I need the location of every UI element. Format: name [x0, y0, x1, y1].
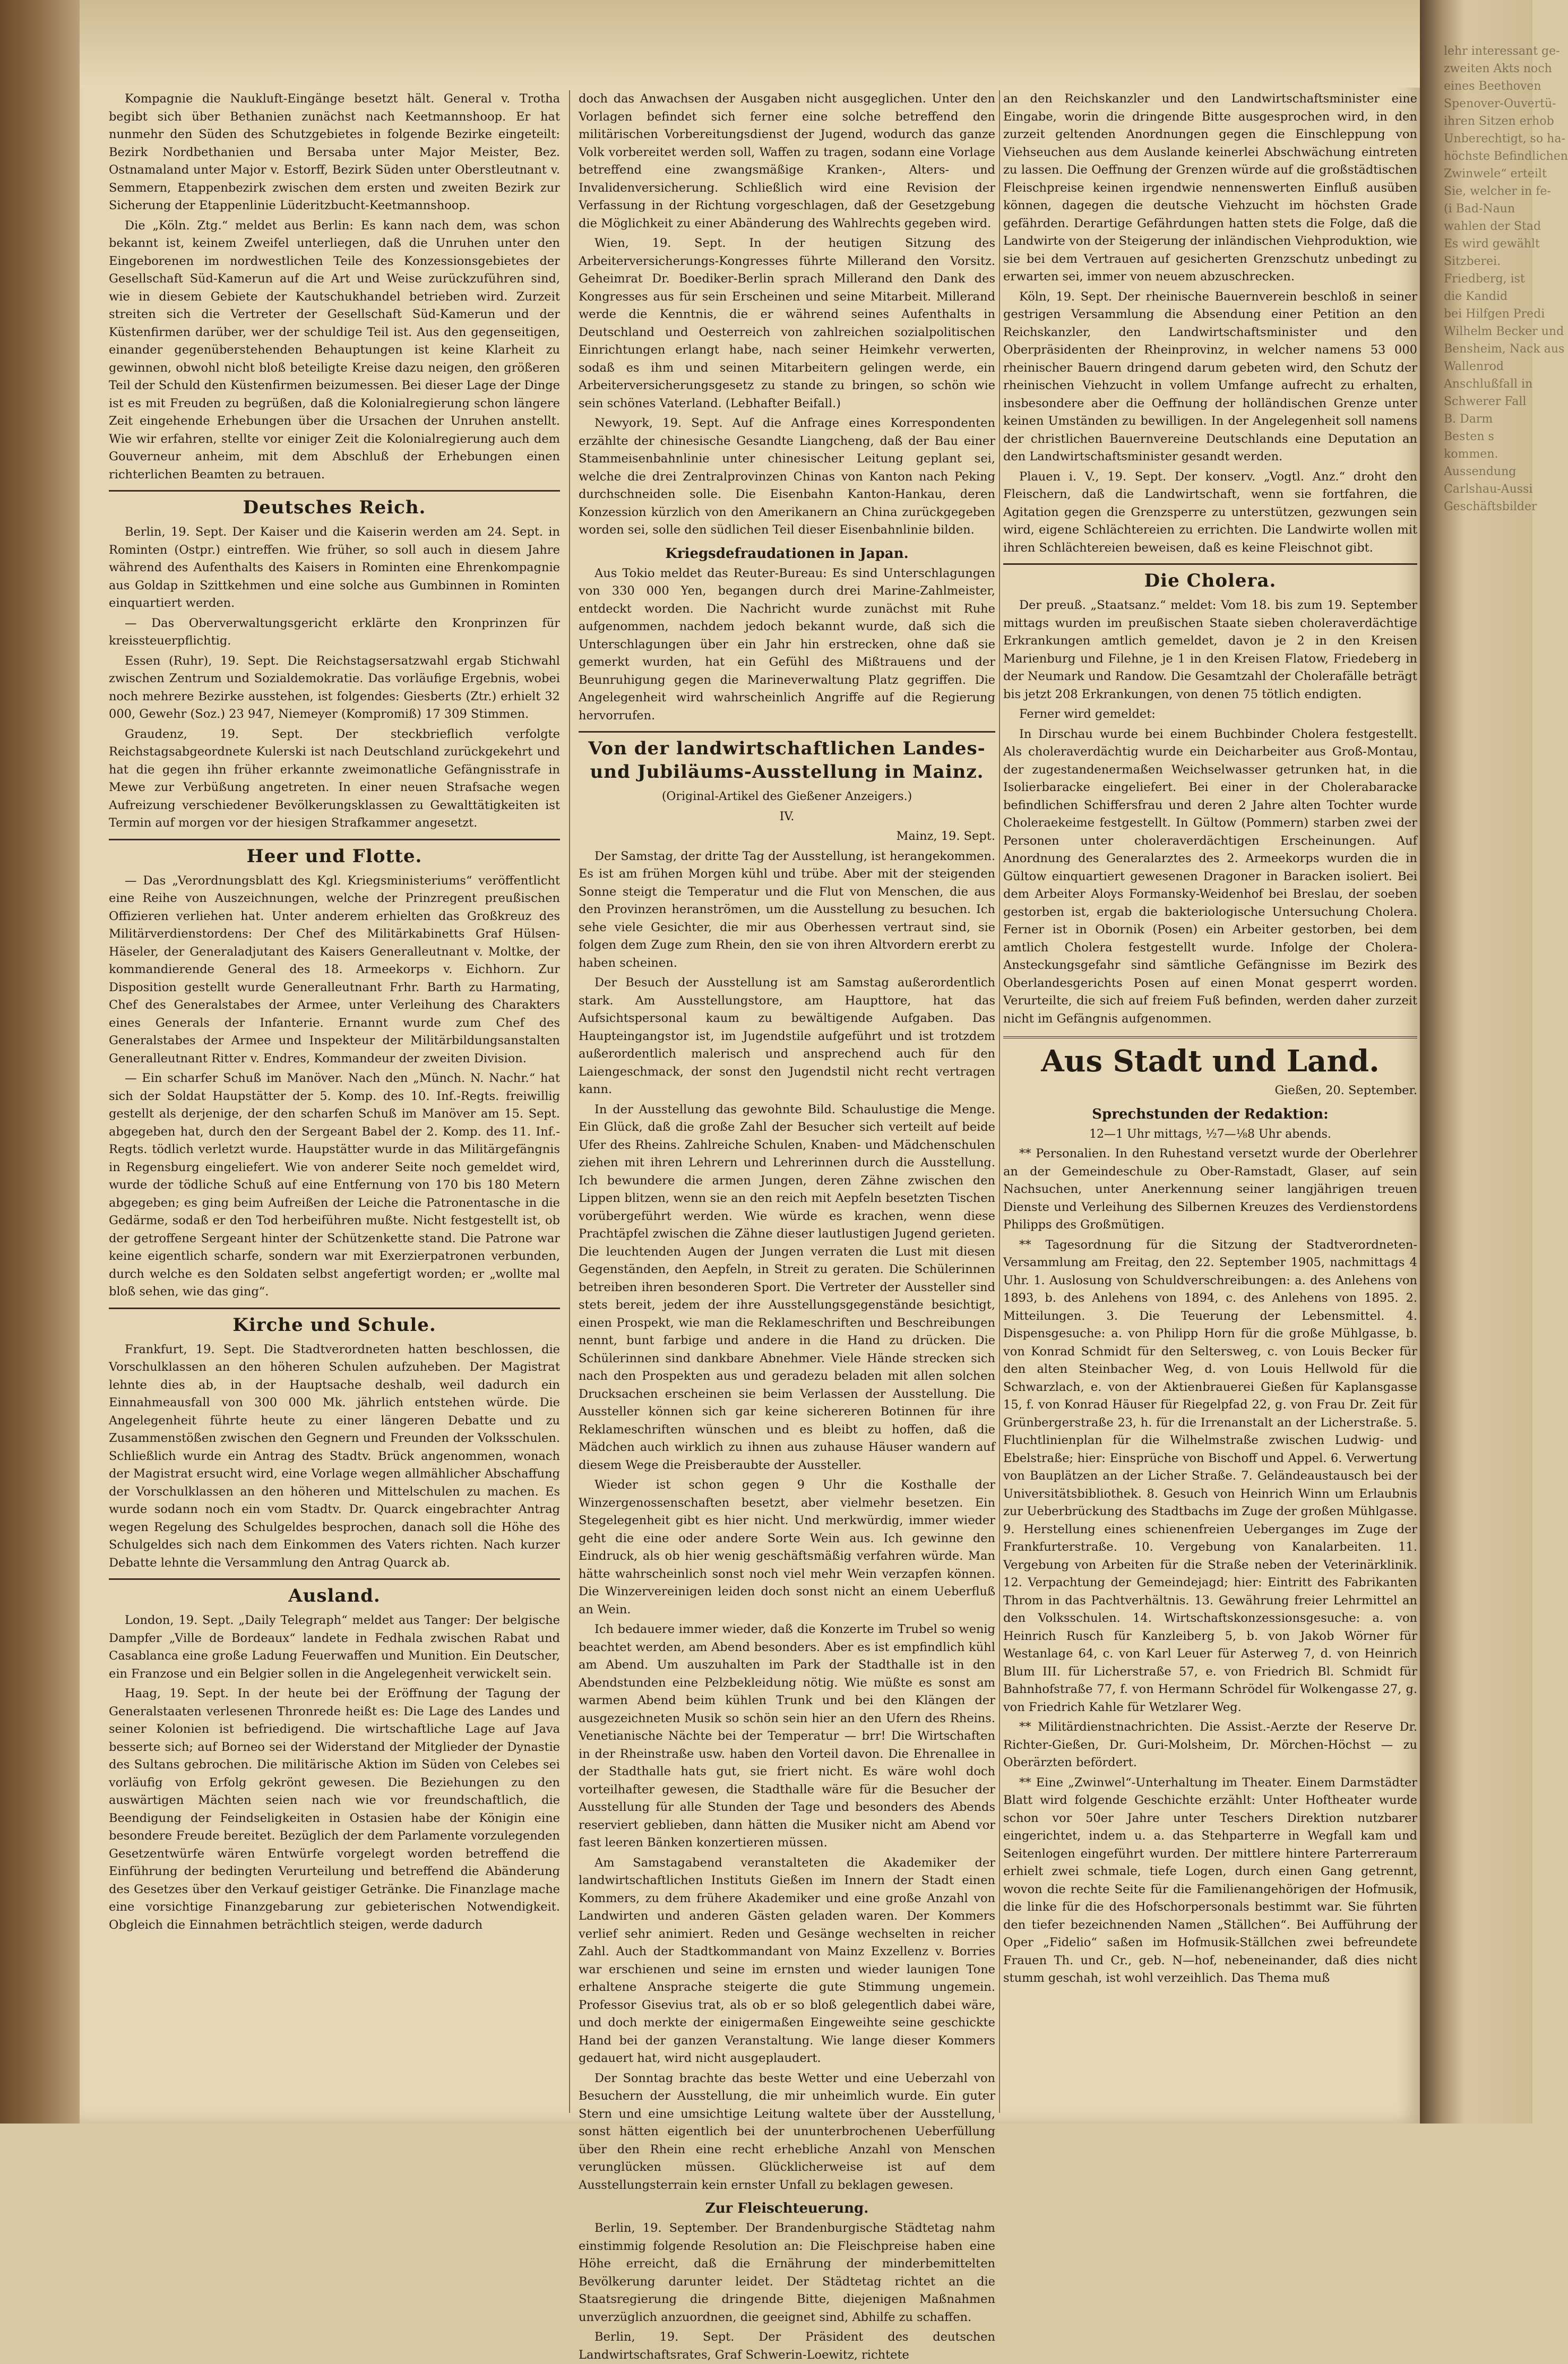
section-heading: Die Cholera.	[1003, 563, 1417, 592]
article-paragraph: In der Ausstellung das gewohnte Bild. Schaulustige die Menge. Ein Glück, daß die große Zahl der Besucher sich verteilt auf beide Ufer des Rheins. Zahlreiche Schulen, Knaben- und Mädchenschulen ziehen mit ihren Lehrern und Lehrerinnen durch die Ausstellung. Ich bewundere die armen Jungen, deren Zähne zwischen den Lippen blitzen, wenn sie an den reich mit Aepfeln besetzten Tischen vorübergeführt werden. Wie würde es krachen, wenn diese Prachtäpfel zwischen die Zähne dieser lautlustigen Jugend gerieten. Die leuchtenden Augen der Jungen verraten die Lust mit diesen Gegenständen, den Aepfeln, in Streit zu geraten. Die Schülerinnen betreiben ihren besonderen Sport. Die Vertreter der Aussteller sind stets bereit, jedem der ihre Ausstellungsgegenstände besichtigt, einen Prospekt, wie man die Reklameschriften und Beschreibungen nennt, bunt farbige und andere in die Hand zu drücken. Die Schülerinnen sind dankbare Abnehmer. Viele Hände strecken sich nach den Prospekten aus und geradezu beladen mit allen solchen Drucksachen erscheinen sie beim Verlassen der Ausstellung. Die Aussteller können sich gar keine sichereren Botinnen für ihre Reklameschriften wünschen und es bleibt zu hoffen, daß die Mädchen auch wirklich zu ihnen aus zuhause Häuser wandern auf diesem Wege die Preisberaubte der Aussteller.	[579, 1102, 995, 1472]
article-paragraph: doch das Anwachsen der Ausgaben nicht ausgeglichen. Unter den Vorlagen befindet sich ferner eine solche betreffend den militärischen Vorbereitungsdienst der Jugend, wodurch das ganze Volk vorbereitet werden soll, Waffen zu tragen, sodann eine Vorlage betreffend eine zwangsmäßige Kranken-, Alters- und Invalidenversicherung. Schließlich wird eine Revision der Verfassung in der Richtung vorgeschlagen, daß der Gesetzgebung die Möglichkeit zu einer Abänderung des Wahlrechts gegeben wird.	[579, 92, 995, 230]
article-paragraph: an den Reichskanzler und den Landwirtschaftsminister eine Eingabe, worin die dringende Bitte ausgesprochen wird, in den zurzeit geltenden Anordnungen gegen die Einschleppung von Viehseuchen aus dem Auslande keinerlei Abschwächung eintreten zu lassen. Die Oeffnung der Grenzen würde auf die großstädtischen Fleischpreise keinen irgendwie nennenswerten Einfluß ausüben können, dagegen die deutsche Viehzucht im höchsten Grade gefährden. Derartige Gefährdungen hatten stets die Folge, daß die Landwirte von der Steigerung der inländischen Viehproduktion, wie sie bei dem Vertrauen auf gesicherten Grenzschutz unbedingt zu erwarten sei, immer von neuem abzuschrecken.	[1003, 92, 1417, 283]
book-binding	[0, 0, 80, 2124]
adjacent-page-line: Carlshau-Aussi	[1444, 483, 1533, 496]
article-paragraph: Plauen i. V., 19. Sept. Der konserv. „Vogtl. Anz.“ droht den Fleischern, daß die Landwirtschaft, wenn sie fortfahren, die Agitation gegen die Grenzsperre zu unterstützen, gezwungen sein wird, eigene Schlächtereien zu errichten. Die Landwirte wollen mit ihren Schlächtereien beweisen, daß es keine Fleischnot gibt.	[1003, 469, 1417, 555]
adjacent-page-line: zweiten Akts noch	[1444, 62, 1552, 75]
article-paragraph: Berlin, 19. September. Der Brandenburgische Städtetag nahm einstimmig folgende Resolution an: Die Fleischpreise haben eine Höhe erreicht, daß die Ernährung der minderbemittelten Bevölkerung darunter leidet. Der Städtetag richtet an die Staatsregierung die dringende Bitte, diejenigen Maßnahmen unverzüglich anzuordnen, die geeignet sind, Abhilfe zu schaffen.	[579, 2221, 995, 2324]
article-paragraph: Wieder ist schon gegen 9 Uhr die Kosthalle der Winzergenossenschaften besetzt, aber vielmehr besetzen. Ein Stegelegenheit gibt es hier nicht. Und merkwürdig, immer wieder geht die eine oder andere Sorte Wein aus. Ich gewinne den Eindruck, als ob hier wenig geschäftsmäßig verfahren würde. Man hätte wahrscheinlich sonst noch viel mehr Wein verzapfen können. Die Winzervereinigen leiden doch sonst nicht an einem Ueberfluß an Wein.	[579, 1478, 995, 1617]
section-heading: Von der landwirtschaftlichen Landes- und Jubiläums-Ausstellung in Mainz.	[579, 731, 995, 784]
article-paragraph: London, 19. Sept. „Daily Telegraph“ meldet aus Tanger: Der belgische Dampfer „Ville de Bordeaux“ landete in Fedhala zwischen Rabat und Casablanca eine große Ladung Feuerwaffen und Munition. Ein Deutscher, ein Franzose und ein Belgier sollen in die Angelegenheit verwickelt sein.	[109, 1613, 560, 1681]
adjacent-page-line: lehr interessant ge-	[1444, 45, 1560, 58]
adjacent-page-line: Wallenrod	[1444, 360, 1504, 373]
article-paragraph: Der preuß. „Staatsanz.“ meldet: Vom 18. bis zum 19. September mittags wurden im preußischen Staate sieben choleraverdächtige Erkrankungen amtlich gemeldet, davon je 2 in den Kreisen Marienburg und Filehne, je 1 in den Kreisen Flatow, Friedeberg in der Neumark und Randow. Die Gesamtzahl der Cholerafälle beträgt bis jetzt 208 Erkrankungen, von denen 75 tötlich endigten.	[1003, 598, 1417, 701]
adjacent-page-line: die Kandid	[1444, 290, 1508, 303]
adjacent-page-line: Zwinwele“ erteilt	[1444, 167, 1547, 180]
article-paragraph: Berlin, 19. Sept. Der Kaiser und die Kaiserin werden am 24. Sept. in Rominten (Ostpr.) eintreffen. Wie früher, so soll auch in diesem Jahre während des Aufenthalts des Kaisers in Rominten eine Ehrenkompagnie aus Goldap in Szittkehmen und eine solche aus Gumbinnen in Rominten einquartiert werden.	[109, 525, 560, 610]
article-paragraph: Köln, 19. Sept. Der rheinische Bauernverein beschloß in seiner gestrigen Versammlung die Absendung einer Petition an den Reichskanzler, den Landwirtschaftsminister und den Oberpräsidenten der Rheinprovinz, in welcher namens 53 000 rheinischer Bauern dringend darum gebeten wird, den Schutz der rheinischen Viehzucht in vollem Umfange aufrecht zu erhalten, insbesondere aber die Oeffnung der holländischen Grenze unter keinen Umständen zu bewilligen. In der Angelegenheit soll namens der christlichen Bauernvereine Deutschlands eine Deputation an den Landwirtschaftsminister gesandt werden.	[1003, 289, 1417, 463]
adjacent-page-line: B. Darm	[1444, 412, 1493, 426]
article-paragraph: Wien, 19. Sept. In der heutigen Sitzung des Arbeiterversicherungs-Kongresses führte Millerand den Vorsitz. Geheimrat Dr. Boediker-Berlin sprach Millerand den Dank des Kongresses aus für sein Erscheinen und seine Mitarbeit. Millerand werde die Kenntnis, die er während seines Aufenthalts in Deutschland und Oesterreich von zahlreichen sozialpolitischen Einrichtungen erlangt habe, nach seiner Heimkehr verwerten, sodaß es ihm und seinen Mitarbeitern gelingen werde, ein Arbeiterversicherungsgesetz zu stande zu bringen, so schön wie sein schönes Vaterland. (Lebhafter Beifall.)	[579, 236, 995, 410]
article-paragraph: Am Samstagabend veranstalteten die Akademiker der landwirtschaftlichen Instituts Gießen im Innern der Stadt einen Kommers, zu dem frühere Akademiker und eine große Anzahl von Landwirten und anderen Gästen geladen waren. Der Kommers verlief sehr animiert. Reden und Gesänge wechselten in reicher Zahl. Auch der Stadtkommandant von Mainz Exzellenz v. Borries war erschienen und seine im ernsten und wieder launigen Tone erhaltene Ansprache steigerte die gute Stimmung ungemein. Professor Gisevius trat, als ob er so bloß gelegentlich dabei wäre, und doch merkte der einigermaßen Eingeweihte seine geschickte Hand bei der ganzen Veranstaltung. Wie lange dieser Kommers gedauert hat, wird nicht ausgeplaudert.	[579, 1855, 995, 2065]
column-left	[109, 90, 560, 2113]
centered-line: 12—1 Uhr mittags, ½7—⅛8 Uhr abends.	[1089, 1127, 1331, 1141]
adjacent-page-line: Besten s	[1444, 430, 1494, 443]
article-paragraph: ** Militärdienstnachrichten. Die Assist.-Aerzte der Reserve Dr. Richter-Gießen, Dr. Guri-Molsheim, Dr. Mörchen-Höchst — zu Oberärzten befördert.	[1003, 1720, 1417, 1769]
adjacent-page-line: Bensheim, Nack aus	[1444, 342, 1565, 356]
section-heading: Ausland.	[109, 1578, 560, 1607]
article-paragraph: Haag, 19. Sept. In der heute bei der Eröffnung der Tagung der Generalstaaten verlesenen Thronrede heißt es: Die Lage des Landes und seiner Kolonien ist befriedigend. Die wirtschaftliche Lage auf Java besserte sich; auf Borneo sei der Widerstand der Mitglieder der Dynastie des Sultans gebrochen. Die militärische Aktion im Süden von Celebes sei vorläufig von Erfolg gekrönt gewesen. Die Beziehungen zu den auswärtigen Mächten seien nach wie vor freundschaftlich, die Beendigung der Feindseligkeiten in Ostasien habe der Königin eine besondere Freude bereitet. Bezüglich der dem Parlamente vorzulegenden Gesetzentwürfe wären Entwürfe vorgelegt worden betreffend die Einführung der bedingten Verurteilung und betreffend die Abänderung des Gesetzes über den Verkauf geistiger Getränke. Die Finanzlage mache eine vorsichtige Finanzgebarung zur gebieterischen Notwendigkeit. Obgleich die Einnahmen beträchtlich steigen, werde dadurch	[109, 1687, 560, 1932]
section-heading: Heer und Flotte.	[109, 839, 560, 868]
column-right	[1003, 90, 1417, 2113]
article-paragraph: ** Personalien. In den Ruhestand versetzt wurde der Oberlehrer an der Gemeindeschule zu Ober-Ramstadt, Glaser, auf sein Nachsuchen, unter Anerkennung seiner langjährigen treuen Dienste und Verleihung des Silbernen Kreuzes des Verdienstordens Philipps des Großmütigen.	[1003, 1147, 1417, 1232]
article-paragraph: — Ein scharfer Schuß im Manöver. Nach den „Münch. N. Nachr.“ hat sich der Soldat Haupstätter der 5. Komp. des 10. Inf.-Regts. freiwillig gestellt als derjenige, der den scharfen Schuß im Manöver am 15. Sept. abgegeben hat, durch den der Sergeant Babel der 2. Komp. des 11. Inf.-Regts. tödlich verletzt wurde. Haupstätter wurde in das Militärgefängnis in Regensburg eingeliefert. Wie von anderer Seite noch gemeldet wird, wurde der tödliche Schuß auf eine Entfernung von 170 bis 180 Metern abgegeben; es ging beim Aufreißen der Leiche die Patronentasche in die Gedärme, sodaß er den Tod herbeiführen mußte. Nicht festgestellt ist, ob der getroffene Sergeant hinter der Schützenkette stand. Die Patrone war keine eigentlich scharfe, sondern war mit Exerzierpatronen verbunden, durch welche es den Soldaten selbst angefertigt worden; er „wollte mal bloß sehen, wie das ging“.	[109, 1071, 560, 1299]
adjacent-page-line: Geschäftsbilder	[1444, 500, 1537, 513]
adjacent-page-line: Aussendung	[1444, 465, 1517, 478]
article-heading: Sprechstunden der Redaktion:	[1092, 1106, 1329, 1122]
adjacent-page-line: Spenover-Ouvertü-	[1444, 97, 1556, 110]
article-paragraph: Die „Köln. Ztg.“ meldet aus Berlin: Es kann nach dem, was schon bekannt ist, keinem Zweifel unterliegen, daß die Unruhen unter den Eingeborenen im nordwestlichen Teile des Konzessionsgebietes der Gesellschaft Süd-Kamerun auf die Art und Weise zurückzuführen sind, wie in diesem Gebiete der Kautschukhandel betrieben wird. Zurzeit streiten sich die Vertreter der Gesellschaft Süd-Kamerun und der Küstenfirmen darüber, wer der schuldige Teil ist. Aus den gegenseitigen, einander gegenüberstehenden Behauptungen ist keine Klarheit zu gewinnen, obwohl nicht bloß beteiligte Kreise dazu neigen, den größeren Teil der Schuld den Küstenfirmen beizumessen. Bei dieser Lage der Dinge ist es mit Freuden zu begrüßen, daß die Kolonialregierung schon längere Zeit eingehende Erhebungen über die Ursachen der Unruhen anstellt. Wie wir erfahren, stellte vor einiger Zeit die Kolonialregierung auch dem Gouverneur anheim, mit dem Abschluß der Erhebungen einen richterlichen Beamten zu betrauen.	[109, 218, 560, 482]
article-paragraph: Aus Tokio meldet das Reuter-Bureau: Es sind Unterschlagungen von 330 000 Yen, begangen durch drei Marine-Zahlmeister, entdeckt worden. Die Nachricht wurde zunächst mit Ruhe aufgenommen, nachdem jedoch bekannt wurde, daß sich die Unterschlagungen über ein Jahr hin erstrecken, ohne daß sie gemerkt wurden, hat ein Gefühl des Mißtrauens und der Beunruhigung gegen die Marineverwaltung Platz gegriffen. Die Angelegenheit wird wahrscheinlich Angriffe auf die Regierung hervorrufen.	[579, 566, 995, 723]
adjacent-page-line: eines Beethoven	[1444, 80, 1541, 93]
column-rule	[999, 90, 1000, 2113]
dateline: Mainz, 19. Sept.	[896, 829, 995, 843]
adjacent-page-edge	[1420, 0, 1568, 2124]
article-paragraph: Der Besuch der Ausstellung ist am Samstag außerordentlich stark. Am Ausstellungstore, am Haupttore, hat das Aufsichtspersonal kaum zu bewältigende Aufgaben. Das Haupteingangstor ist, im Jugendstile aufgeführt und ist trotzdem außerordentlich malerisch und ansprechend auch für den Laiengeschmack, der sonst den Jugendstil nicht recht vertragen kann.	[579, 976, 995, 1096]
adjacent-page-line: bei Hilfgen Predi	[1444, 307, 1545, 321]
adjacent-page-line: Friedberg, ist	[1444, 272, 1525, 286]
section-heading-large: Aus Stadt und Land.	[1003, 1036, 1417, 1079]
adjacent-page-line: Anschlußfall in	[1444, 377, 1533, 391]
article-paragraph: Berlin, 19. Sept. Der Präsident des deutschen Landwirtschaftsrates, Graf Schwerin-Loewitz, richtete	[579, 2330, 995, 2362]
centered-line: (Original-Artikel des Gießener Anzeigers.)	[661, 790, 912, 803]
article-paragraph: — Das „Verordnungsblatt des Kgl. Kriegsministeriums“ veröffentlicht eine Reihe von Auszeichnungen, welche der Prinzregent preußischen Offizieren verliehen hat. Unter anderem erhielten das Großkreuz des Militärverdienstordens: Der Chef des Militärkabinetts Graf Hülsen-Häseler, der Generaladjutant des Kaisers Generalleutnant v. Moltke, der kommandierende General des 18. Armeekorps v. Eichhorn. Zur Disposition gestellt wurde Generalleutnant Frhr. Barth zu Harmating, Chef des Generalstabes der Armee, unter Verleihung des Charakters eines Generals der Infanterie. Ernannt wurde zum Chef des Generalstabes der Armee und Inspekteur der Militärbildungsanstalten Generalleutnant Ritter v. Endres, Kommandeur der zweiten Division.	[109, 873, 560, 1065]
article-paragraph: In Dirschau wurde bei einem Buchbinder Cholera festgestellt. Als choleraverdächtig wurde ein Deicharbeiter aus Groß-Montau, der zugestandenermaßen Weichselwasser getrunken hat, in die Isolierbaracke eingeliefert. Bei einer in der Cholerabaracke befindlichen Schiffersfrau und deren 2 Jahre alten Tochter wurde Choleraekeime festgestellt. In Gültow (Pommern) starben zwei der Personen unter choleraverdächtigen Erscheinungen. Auf Anordnung des Generalarztes des 2. Armeekorps wurden die in Gültow einquartiert gewesenen Dragoner in Baracken isoliert. Bei dem Arbeiter Aloys Formansky-Weidenhof bei Breslau, der soeben gestorben ist, ergab die bakteriologische Untersuchung Cholera. Ferner ist in Obornik (Posen) ein Arbeiter gestorben, bei dem amtlich Cholera festgestellt wurde. Infolge der Cholera-Ansteckungsgefahr sind sämtliche Gefängnisse im Bezirk des Oberlandesgerichts Posen auf einen Monat gesperrt worden. Verurteilte, die sich auf freiem Fuß befinden, werden daher zurzeit nicht im Gefängnis aufgenommen.	[1003, 727, 1417, 1026]
article-paragraph: Ferner wird gemeldet:	[1019, 707, 1156, 721]
adjacent-page-line: Schwerer Fall	[1444, 395, 1527, 408]
centered-line: IV.	[779, 810, 795, 823]
article-paragraph: Frankfurt, 19. Sept. Die Stadtverordneten hatten beschlossen, die Vorschulklassen an den höheren Schulen aufzuheben. Der Magistrat lehnte dies ab, in der Hauptsache deshalb, weil dadurch ein Einnahmeausfall von 300 000 Mk. jährlich entstehen würde. Die Angelegenheit führte heute zu einer längeren Debatte und zu Zusammenstößen zwischen den Gegnern und Freunden der Volksschulen. Schließlich wurde ein Antrag des Stadtv. Brück angenommen, wonach der Magistrat ersucht wird, eine Vorlage wegen allmählicher Abschaffung der Vorschulklassen an den höheren und Mittelschulen zu machen. Es wurde sodann noch ein vom Stadtv. Dr. Quarck eingebrachter Antrag wegen Regelung des Schulgeldes besprochen, danach soll die Höhe des Schulgeldes sich nach dem Einkommen des Vaters richten. Nach kurzer Debatte lehnte die Versammlung den Antrag Quarck ab.	[109, 1342, 560, 1570]
dateline: Gießen, 20. September.	[1274, 1084, 1417, 1097]
adjacent-page-line: Sie, welcher in fe-	[1444, 185, 1551, 198]
adjacent-page-line: Sitzberei.	[1444, 255, 1501, 268]
adjacent-page-line: wahlen der Stad	[1444, 220, 1541, 233]
article-paragraph: — Das Oberverwaltungsgericht erklärte den Kronprinzen für kreissteuerpflichtig.	[109, 616, 560, 648]
article-paragraph: Essen (Ruhr), 19. Sept. Die Reichstagsersatzwahl ergab Stichwahl zwischen Zentrum und Sozialdemokratie. Das vorläufige Ergebnis, wobei noch mehrere Bezirke ausstehen, ist folgendes: Giesberts (Ztr.) erhielt 32 000, Gewehr (Soz.) 23 947, Niemeyer (Kompromiß) 17 309 Stimmen.	[109, 654, 560, 721]
adjacent-page-line: Unberechtigt, so ha-	[1444, 132, 1565, 145]
section-heading: Kirche und Schule.	[109, 1308, 560, 1337]
adjacent-page-line: (i Bad-Naun	[1444, 202, 1515, 216]
article-heading: Zur Fleischteuerung.	[705, 2200, 869, 2216]
adjacent-page-line: Es wird gewählt	[1444, 237, 1540, 251]
adjacent-page-text	[1444, 42, 1568, 515]
article-paragraph: ** Tagesordnung für die Sitzung der Stadtverordneten-Versammlung am Freitag, den 22. September 1905, nachmittags 4 Uhr. 1. Auslosung von Schuldverschreibungen: a. des Anlehens von 1893, b. des Anlehens von 1894, c. des Anlehens von 1895. 2. Mitteilungen. 3. Die Teuerung der Lebensmittel. 4. Dispensgesuche: a. von Philipp Horn für die große Mühlgasse, b. von Konrad Schmidt für den Seltersweg, c. von Louis Becker für den alten Steinbacher Weg, d. von Louis Hellwold für die Schwarzlach, e. von der Aktienbrauerei Gießen für Kaplansgasse 15, f. von Konrad Häuser für Riegelpfad 22, g. von Frau Dr. Zeit für Grünbergerstraße 23, h. für die Irrenanstalt an der Licherstraße. 5. Fluchtlinienplan für die Wilhelmstraße zwischen Ludwig- und Ebelstraße; hier: Einsprüche von Bischoff und Appel. 6. Verwertung von Bauplätzen an der Licher Straße. 7. Geländeaustausch bei der Universitätsbibliothek. 8. Gesuch von Heinrich Winn um Erlaubnis zur Ueberbrückung des Stadtbachs im Zuge der großen Mühlgasse. 9. Herstellung eines schienenfreien Ueberganges im Zuge der Frankfurterstraße. 10. Vergebung von Kanalarbeiten. 11. Vergebung von Arbeiten für die Straße neben der Veterinärklinik. 12. Verpachtung der Gemeindejagd; hier: Eintritt des Fabrikanten Throm in das Pachtverhältnis. 13. Gewährung freier Lehrmittel an den Volksschulen. 14. Wirtschaftskonzessionsgesuche: a. von Heinrich Rusch für Kanzleiberg 5, b. von Jakob Wörner für Westanlage 64, c. von Karl Leuer für Asterweg 7, d. von Heinrich Blum III. für Licherstraße 57, e. von Friedrich Bl. Schmidt für Bahnhofstraße 77, f. von Hermann Schrödel für Wolkengasse 27, g. von Friedrich Kahle für Wetzlarer Weg.	[1003, 1237, 1417, 1714]
section-heading: Deutsches Reich.	[109, 490, 560, 519]
top-margin	[80, 0, 1420, 88]
article-paragraph: ** Eine „Zwinwel“-Unterhaltung im Theater. Einem Darmstädter Blatt wird folgende Geschichte erzählt: Unter Hoftheater wurde schon vor 50er Jahre unter Teschers Direktion nutzbarer eingerichtet, indem u. a. das Stehparterre in Wegfall kam und Seitenlogen eingeführt wurden. Der mittlere hintere Parterreraum erhielt zwei schmale, tiefe Logen, durch einen Gang getrennt, wovon die rechte Seite für die Familienangehörigen der Hofmusik, die linke für die des Hofschorpersonals bestimmt war. Sie führten den tiefer bezeichnenden Namen „Ställchen“. Bei Aufführung der Oper „Fidelio“ saßen im Hofmusik-Ställchen zwei befreundete Frauen Th. und Cr., geb. N—hof, nebeneinander, daß dies nicht stumm geschah, ist wohl verzeihlich. Das Thema muß	[1003, 1775, 1417, 1985]
article-paragraph: Newyork, 19. Sept. Auf die Anfrage eines Korrespondenten erzählte der chinesische Gesandte Liangcheng, daß der Bau einer Stammeisenbahnlinie unter chinesischer Leitung geplant sei, welche die drei Zentralprovinzen Chinas von Kanton nach Peking durchschneiden solle. Die Eisenbahn Kanton-Hankau, deren Konzession kürzlich von den Amerikanern an China zurückgegeben worden sei, solle den südlichen Teil dieser Eisenbahnlinie bilden.	[579, 416, 995, 537]
article-paragraph: Der Samstag, der dritte Tag der Ausstellung, ist herangekommen. Es ist am frühen Morgen kühl und trübe. Aber mit der steigenden Sonne steigt die Temperatur und die Flut von Menschen, die aus den Provinzen heranströmen, um die Ausstellung zu besuchen. Ich sehe viele Gesichter, die mir aus Oberhessen vertraut sind, sie folgen dem Zuge zum Rhein, den sie von ihren Altvordern ererbt zu haben scheinen.	[579, 849, 995, 970]
article-paragraph: Der Sonntag brachte das beste Wetter und eine Ueberzahl von Besuchern der Ausstellung, die mir unheimlich wurde. Ein guter Stern und eine umsichtige Leitung waltete über der Ausstellung, sonst hätten eigentlich bei der ununterbrochenen Ueberfüllung über den Rhein eine recht erhebliche Anzahl von Menschen verunglücken müssen. Glücklicherweise ist auf dem Ausstellungsterrain kein ernster Unfall zu beklagen gewesen.	[579, 2071, 995, 2192]
adjacent-page-line: ihren Sitzen erhob	[1444, 115, 1554, 128]
article-paragraph: Graudenz, 19. Sept. Der steckbrieflich verfolgte Reichstagsabgeordnete Kulerski ist nach Deutschland zurückgekehrt und hat die gegen ihn früher erkannte zweimonatliche Gefängnisstrafe in Mewe zur Verbüßung angetreten. In einer neuen Strafsache wegen Aufreizung verschiedener Bevölkerungsklassen zu Gewalttätigkeiten ist Termin auf morgen vor der hiesigen Strafkammer angesetzt.	[109, 727, 560, 830]
column-rule	[569, 90, 570, 2113]
adjacent-page-line: kommen.	[1444, 448, 1498, 461]
article-paragraph: Kompagnie die Naukluft-Eingänge besetzt hält. General v. Trotha begibt sich über Bethanien zunächst nach Keetmannshoop. Er hat nunmehr den Süden des Schutzgebietes in folgende Bezirke eingeteilt: Bezirk Nordbethanien und Bersaba unter Major Meister, Bez. Ostnamaland unter Major v. Estorff, Bezirk Süden unter Oberstleutnant v. Semmern, Etappenbezirk zwischen dem ersten und zweiten Bezirk zur Sicherung der Etappenlinie Lüderitzbucht-Keetmannshoop.	[109, 92, 560, 212]
article-paragraph: Ich bedauere immer wieder, daß die Konzerte im Trubel so wenig beachtet werden, am Abend besonders. Aber es ist empfindlich kühl am Abend. Um auszuhalten im Park der Stadthalle ist in den Abendstunden eine Pelzbekleidung nötig. Wie müßte es sonst am warmen Abend beim kühlen Trunk und bei den Klängen der ausgezeichneten Musik so schön sein hier an den Ufern des Rheins. Venetianische Nächte bei der Temperatur — brr! Die Wirtschaften in der Rheinstraße usw. haben den Vorteil davon. Die Ehrenallee in der Stadthalle hats gut, sie friert nicht. Es wäre wohl doch vorteilhafter gewesen, die Stadthalle wäre für die Besucher der Ausstellung für alle Stunden der Tage und besonders des Abends reserviert geblieben, dann hätten die Musiker nicht am Abend vor fast leeren Bänken konzertieren müssen.	[579, 1622, 995, 1850]
column-middle	[579, 90, 995, 2362]
adjacent-page-line: höchste Befindlichen	[1444, 150, 1568, 163]
article-heading: Kriegsdefraudationen in Japan.	[665, 545, 909, 562]
adjacent-page-line: Wilhelm Becker und	[1444, 325, 1564, 338]
